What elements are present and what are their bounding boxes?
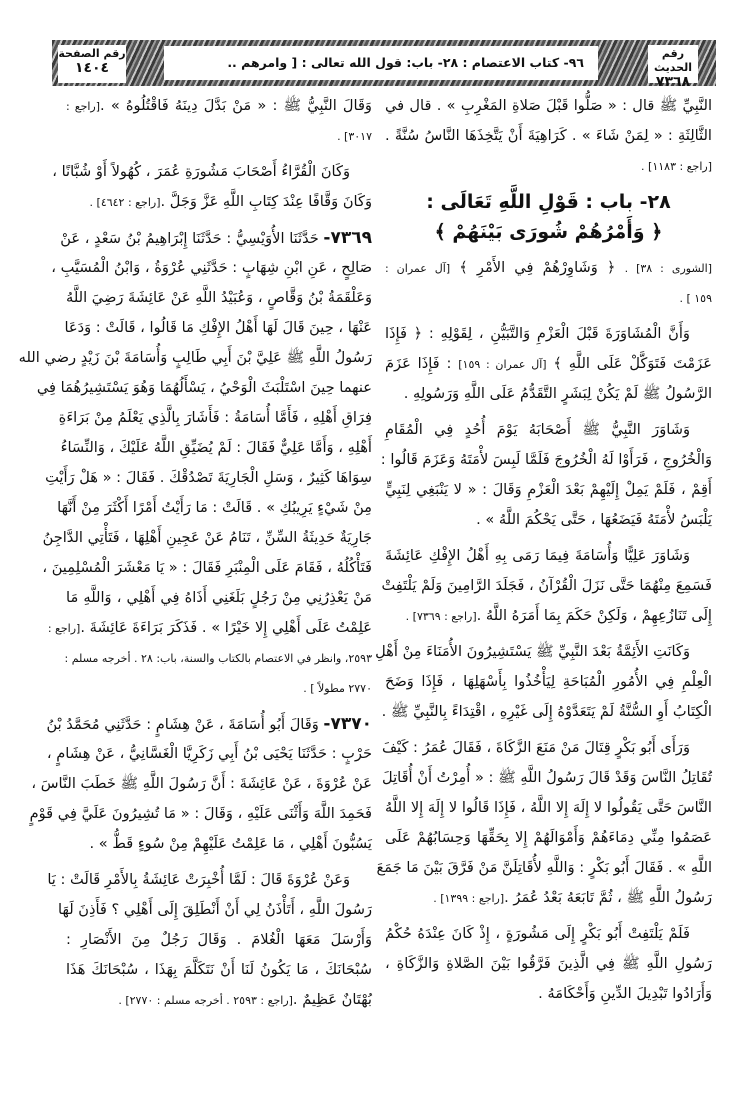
line-text: بُهْتَانٌ عَظِيمٌ . — [292, 991, 372, 1008]
text-line — [31, 769, 372, 799]
paragraph — [375, 637, 712, 727]
text-line — [385, 793, 712, 823]
line-text: فَتَأْكُلُهُ ، فَقَامَ عَلَى الْمِنْبَرِ فَقَالَ : « يَا مَعْشَرَ الْمُسْلِمِينَ ، — [42, 559, 372, 576]
line-text: فَسَمِعَ مِنْهُمَا حَتَّى نَزَلَ الْقُرْآنُ ، فَجَلَدَ الرَّامِينَ وَلَمْ يَلْتَفِتْ — [381, 577, 712, 594]
paragraph — [66, 91, 372, 151]
line-text: مِنْ شَيْءٍ يَرِيبُكِ » . قَالَتْ : مَا رَأَيْتُ أَمْرًا أَكْثَرَ مِنْ أَنَّهَا — [57, 499, 372, 516]
line-text: عَصَمُوا مِنِّي دِمَاءَهُمْ وَأَمْوَالَهُمْ إِلا بِحَقِّهَا وَحِسَابُهُمْ عَلَى — [385, 829, 712, 846]
line-text: رَسُولَ اللَّهِ ، أَتَأْذَنُ لِي أَنْ أَنْطَلِقَ إِلَى أَهْلِي ؟ فَأَذِنَ لَهَا — [58, 901, 372, 918]
line-text: مَنْ يَعْذِرُنِي مِنْ رَجُلٍ بَلَغَنِي أَذَاهُ فِي أَهْلِي ، وَاللَّهِ مَا — [66, 589, 372, 606]
reference-note: [راجع : ١٣٩٩] . — [433, 892, 505, 905]
paragraph — [385, 919, 712, 1009]
page-number-label: رقم الصفحة — [58, 47, 126, 60]
left-column — [18, 91, 372, 1021]
text-line — [382, 763, 712, 793]
hadith-number-label: رقم الحديث — [654, 47, 692, 74]
paragraph — [52, 157, 372, 217]
text-line — [51, 253, 372, 283]
paragraph — [18, 223, 372, 703]
paragraph — [376, 733, 712, 913]
text-line — [47, 613, 372, 643]
line-text: وَأَرْسَلَ مَعَهَا الْغُلامَ . وَقَالَ رَجُلٌ مِنَ الأَنْصَارِ : — [66, 931, 372, 948]
paragraph — [385, 91, 712, 181]
reference-note: [راجع : ٤٦٤٢] . — [89, 196, 161, 209]
text-line — [385, 379, 712, 409]
text-line — [66, 91, 372, 121]
reference-note: [راجع : ١١٨٣] . — [641, 160, 712, 173]
line-text: فِرَاقِ أَهْلِهِ ، فَأَمَّا أُسَامَةُ : فَأَشَارَ بِالَّذِي يَعْلَمُ مِنْ بَرَاءَةِ — [58, 409, 372, 426]
line-text: وَعَلْقَمَةُ بْنُ وَقَّاصٍ ، وَعُبَيْدُ اللَّهِ عَنْ عَائِشَةَ رَضِيَ اللَّهُ — [66, 289, 372, 306]
paragraph — [381, 541, 712, 631]
text-line — [66, 829, 372, 859]
reference-note: ٣٠١٧] . — [337, 130, 372, 143]
line-text: وَأَنَّ الْمُشَاوَرَةَ قَبْلَ الْعَزْمِ وَالتَّبَيُّنِ ، لِقَوْلِهِ : ﴿ فَإِذَا — [385, 325, 690, 342]
heading-line: ٢٨- باب : قَوْلِ اللَّهِ تَعَالَى : — [426, 191, 671, 213]
reference-note: [آل عمران : ١٥٩] — [458, 358, 547, 371]
line-text: وَقَالَ النَّبِيُّ ﷺ : « مَنْ بَدَّلَ دِينَهُ فَاقْتُلُوهُ » . — [100, 97, 372, 114]
line-text: الْعِلْمِ فِي الأُمُورِ الْمُبَاحَةِ لِيَأْخُذُوا بِأَسْهَلِهَا ، فَإِذَا وَضَحَ — [385, 673, 712, 690]
text-line — [47, 865, 372, 895]
text-line — [385, 979, 712, 1009]
text-line — [385, 601, 712, 631]
text-line — [385, 415, 712, 445]
text-line — [385, 949, 712, 979]
line-text: وَشَاوَرَ عَلِيًّا وَأُسَامَةَ فِيمَا رَمَى بِهِ أَهْلُ الإِفْكِ عَائِشَةَ — [385, 547, 690, 564]
line-text: تُقَاتِلُ النَّاسَ وَقَدْ قَالَ رَسُولُ اللَّهِ ﷺ : « أُمِرْتُ أَنْ أُقَاتِلَ — [382, 769, 712, 786]
text-line — [60, 433, 372, 463]
text-line — [36, 373, 372, 403]
reference-note: ٢٥٩٣، وانظر في الاعتصام بالكتاب والسنة، باب: ٢٨ . أخرجه مسلم : — [64, 652, 372, 665]
reference-note: [الشورى : ٣٨] . — [624, 262, 712, 275]
paragraph — [385, 253, 712, 313]
text-line — [18, 343, 372, 373]
line-text: ﴿ وَشَاوِرْهُمْ فِي الأَمْرِ ﴾ — [450, 259, 625, 276]
page-number: ١٤٠٤ — [74, 60, 110, 76]
text-line — [376, 853, 712, 883]
line-text: يَلْبَسُ لأْمَتَهُ فَيَضَعُهَا ، حَتَّى يَحْكُمَ اللَّهُ » . — [476, 511, 712, 528]
line-text: حَرْبٍ : حَدَّثَنَا يَحْيَى بْنُ أَبِي زَكَرِيَّا الْغَسَّانِيُّ ، عَنْ هِشَامٍ ، — [46, 745, 372, 762]
line-text: وَعَنْ عُرْوَةَ قَالَ : لَمَّا أُخْبِرَتْ عَائِشَةُ بِالأَمْرِ قَالَتْ : يَا — [47, 871, 350, 888]
text-line — [385, 283, 712, 313]
text-line — [66, 121, 372, 151]
line-text: أَهْلِهِ ، وَأَمَّا عَلِيٌّ فَقَالَ : لَمْ يُضَيِّقِ اللَّهُ عَلَيْكَ ، وَالنِّسَاءُ — [60, 439, 372, 456]
text-line — [381, 571, 712, 601]
line-text: : فَإِذَا عَزَمَ — [385, 355, 459, 372]
text-line — [58, 895, 372, 925]
line-text: عنهما حِينَ اسْتَلْبَثَ الْوَحْيُ ، يَسْأَلُهُمَا وَهُوَ يَسْتَشِيرُهُمَا فِي — [36, 379, 372, 396]
text-line — [381, 733, 712, 763]
text-line — [66, 187, 372, 217]
line-text: عَنْ عُرْوَةَ ، عَنْ عَائِشَةَ : أَنَّ رَسُولَ اللَّهِ ﷺ خَطَبَ النَّاسَ ، — [31, 775, 372, 792]
line-text: جَارِيَةٌ حَدِيثَةُ السِّنِّ ، تَنَامُ عَنْ عَجِينِ أَهْلِهَا ، فَتَأْتِي الدَّاجِنُ — [42, 529, 372, 546]
header-title: ٩٦- كتاب الاعتصام : ٢٨- باب: قول الله تعالى : [ وامرهم .. — [164, 46, 598, 80]
right-column — [375, 91, 713, 1015]
text-line — [66, 985, 372, 1015]
text-line — [42, 523, 372, 553]
line-text: النَّبِيِّ ﷺ قال : « صَلُّوا قَبْلَ صَلاةِ المَغْرِبِ » . قال في — [385, 97, 712, 114]
text-line — [42, 553, 372, 583]
line-text: وَالْخُرُوجِ ، فَرَأَوْا لَهُ الْخُرُوجَ فَلَمَّا لَبِسَ لأْمَتَهُ وَعَزَمَ قَالُوا : — [380, 451, 712, 468]
text-line — [385, 253, 712, 283]
heading-line: ﴿ وَأَمْرُهُمْ شُورَى بَيْنَهُمْ ﴾ — [434, 221, 663, 243]
line-text: صَالِحٍ ، عَنِ ابْنِ شِهَابٍ : حَدَّثَنِي عُرْوَةُ ، وَابْنُ الْمُسَيَّبِ ، — [51, 259, 372, 276]
text-line — [46, 739, 372, 769]
text-line — [385, 121, 712, 151]
text-line — [385, 91, 712, 121]
text-line — [29, 799, 372, 829]
line-text: يَسُبُّونَ أَهْلِي ، مَا عَلِمْتُ عَلَيْهِمْ مِنْ سُوءٍ قَطُّ » . — [89, 835, 372, 852]
line-text: أَقِمْ ، فَلَمْ يَمِلْ إِلَيْهِمْ بَعْدَ الْعَزْمِ وَقَالَ : « لا يَنْبَغِي لِنَبِيٍّ — [385, 481, 712, 498]
line-text: عَلِمْتُ عَلَى أَهْلِي إِلا خَيْرًا » . فَذَكَرَ بَرَاءَةَ عَائِشَةَ . — [80, 619, 372, 636]
line-text: وَرَأَى أَبُو بَكْرٍ قِتَالَ مَنْ مَنَعَ الزَّكَاةَ ، فَقَالَ عُمَرُ : كَيْفَ — [381, 739, 690, 756]
line-text: فَحَمِدَ اللَّهَ وَأَثْنَى عَلَيْهِ ، وَقَالَ : « مَا تُشِيرُونَ عَلَيَّ فِي قَوْمٍ — [29, 805, 372, 822]
text-line — [385, 919, 712, 949]
text-line — [45, 463, 372, 493]
reference-note: [راجع : ٧٣٦٩] . — [405, 610, 477, 623]
line-text: سُبْحَانَكَ ، مَا يَكُونُ لَنَا أَنْ نَتَكَلَّمَ بِهَذَا ، سُبْحَانَكَ هَذَا — [66, 961, 372, 978]
reference-note: ١٥٩ ] . — [679, 292, 712, 305]
text-line — [58, 403, 372, 433]
text-line — [385, 883, 712, 913]
reference-note: ٢٧٧٠ مطولاً ] . — [303, 682, 372, 695]
line-text: سِوَاهَا كَثِيرٌ ، وَسَلِ الْجَارِيَةَ تَصْدُقْكَ . فَقَالَ : « هَلْ رَأَيْتِ — [45, 469, 372, 486]
paragraph — [385, 319, 712, 409]
text-line — [66, 313, 372, 343]
paragraph — [29, 709, 372, 859]
line-text: عَزَمْتَ فَتَوَكَّلْ عَلَى اللَّهِ ﴾ — [546, 355, 713, 372]
text-line — [385, 823, 712, 853]
text-line — [385, 475, 712, 505]
reference-note: [راجع : ٢٥٩٣ . أخرجه مسلم : ٢٧٧٠] . — [118, 994, 293, 1007]
line-text: رَسُولُ اللَّهِ ﷺ عَلِيَّ بْنَ أَبِي طَالِبٍ وَأُسَامَةَ بْنَ زَيْدٍ رضي الله — [18, 349, 372, 366]
line-text: حَدَّثَنَا الأُوَيْسِيُّ : حَدَّثَنَا إِبْرَاهِيمُ بْنُ سَعْدٍ ، عَنْ — [60, 230, 324, 247]
text-line — [385, 349, 712, 379]
paragraph — [380, 415, 712, 535]
text-line — [46, 709, 372, 739]
line-text: وَكَانَتِ الأَئِمَّةُ بَعْدَ النَّبِيِّ ﷺ يَسْتَشِيرُونَ الأُمَنَاءَ مِنْ أَهْلِ — [375, 643, 690, 660]
line-text: اللَّهِ » . فَقَالَ أَبُو بَكْرٍ : وَاللَّهِ لأُقَاتِلَنَّ مَنْ فَرَّقَ بَيْنَ مَا جَمَعَ — [376, 859, 712, 876]
text-line — [57, 493, 372, 523]
line-text: رَسُولِ اللَّهِ ﷺ فِي الَّذِينَ فَرَّقُوا بَيْنَ الصَّلاةِ وَالزَّكَاةِ ، — [385, 955, 712, 972]
reference-note: [آل عمران : — [385, 262, 451, 275]
line-text: الْكِتَابُ أَوِ السُّنَّةُ لَمْ يَتَعَدَّوْهُ إِلَى غَيْرِهِ ، اقْتِدَاءً بِالنَّبِيِّ ﷺ . — [381, 703, 712, 720]
text-line — [385, 319, 712, 349]
reference-note: [راجع : — [47, 622, 81, 635]
text-line — [380, 445, 712, 475]
hadith-number: ٧٣٦٨ — [655, 74, 691, 90]
text-line — [66, 955, 372, 985]
text-line — [375, 637, 712, 667]
hadith-number-box — [648, 45, 698, 90]
text-line — [66, 643, 372, 673]
line-text: الرَّسُولُ ﷺ لَمْ يَكُنْ لِبَشَرٍ التَّقَدُّمُ عَلَى اللَّهِ وَرَسُولِهِ . — [403, 385, 712, 402]
page-number-box — [58, 45, 126, 83]
text-line — [60, 223, 372, 253]
text-line — [385, 151, 712, 181]
line-text: وَكَانَ الْقُرَّاءُ أَصْحَابَ مَشُورَةِ عُمَرَ ، كُهُولاً أَوْ شُبَّانًا ، — [52, 163, 350, 180]
line-text: وَقَالَ أَبُو أُسَامَةَ ، عَنْ هِشَامٍ : حَدَّثَنِي مُحَمَّدُ بْنُ — [46, 716, 324, 733]
hadith-number: ٧٣٦٩- — [323, 228, 372, 248]
line-text: إِلَى تَنَازُعِهِمْ ، وَلَكِنْ حَكَمَ بِمَا أَمَرَهُ اللَّهُ . — [476, 607, 712, 624]
line-text: رَسُولُ اللَّهِ ﷺ ، ثُمَّ تَابَعَهُ بَعْدُ عُمَرُ . — [504, 889, 712, 906]
text-line — [385, 667, 712, 697]
text-line — [385, 541, 712, 571]
line-text: وَكَانَ وَقَّافًا عِنْدَ كِتَابِ اللَّهِ عَزَّ وَجَلَّ . — [160, 193, 372, 210]
line-text: النَّاسَ حَتَّى يَقُولُوا لا إِلَهَ إِلا اللَّهُ ، فَإِذَا قَالُوا لا إِلَهَ إِلا اللَّهُ — [385, 799, 712, 816]
text-line — [66, 673, 372, 703]
paragraph — [47, 865, 372, 1015]
line-text: فَلَمْ يَلْتَفِتْ أَبُو بَكْرٍ إِلَى مَشُورَةٍ ، إِذْ كَانَ عِنْدَهُ حُكْمُ — [385, 925, 690, 942]
line-text: وَأَرَادُوا تَبْدِيلَ الدِّينِ وَأَحْكَامَهُ . — [538, 985, 712, 1002]
text-line — [66, 925, 372, 955]
hadith-number: ٧٣٧٠- — [323, 714, 372, 734]
text-line — [381, 697, 712, 727]
line-text: وَشَاوَرَ النَّبِيُّ ﷺ أَصْحَابَهُ يَوْمَ أُحُدٍ فِي الْمُقَامِ — [385, 421, 690, 438]
chapter-heading — [385, 187, 712, 247]
line-text: عَنْهَا ، حِينَ قَالَ لَهَا أَهْلُ الإِفْكِ مَا قَالُوا ، قَالَتْ : وَدَعَا — [64, 319, 372, 336]
text-line — [66, 283, 372, 313]
reference-note: [راجع : — [66, 100, 101, 113]
text-line — [52, 157, 372, 187]
text-line — [66, 583, 372, 613]
line-text: الثَّالِثَةِ : « لِمَنْ شَاءَ » . كَرَاهِيَةَ أَنْ يَتَّخِذَهَا النَّاسُ سُنَّةً . — [385, 127, 712, 144]
running-header — [52, 40, 716, 90]
text-line — [385, 505, 712, 535]
